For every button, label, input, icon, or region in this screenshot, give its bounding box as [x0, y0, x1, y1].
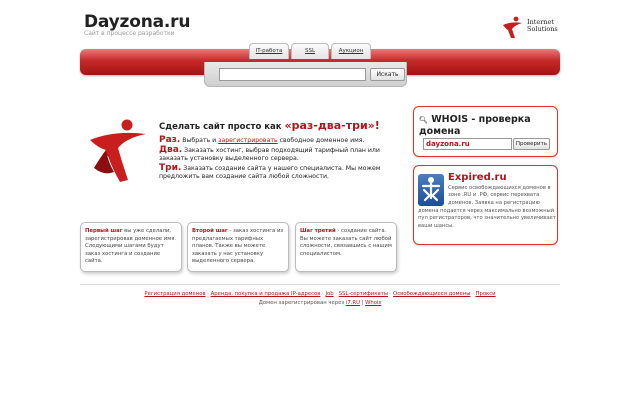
- runner-logo-icon: [500, 16, 526, 40]
- expired-text: Сервис освобождающихся доменов в зоне .RU и .РФ, сервис перехвата доменов. Заявка на регистрацию: [448, 185, 551, 206]
- site-title: Dayzona.ru: [84, 12, 191, 32]
- footer-link-ssl[interactable]: SSL-сертификаты: [338, 291, 388, 297]
- footer-link-expired[interactable]: Освобождающиеся домены: [393, 291, 471, 297]
- footer-link-ip[interactable]: Аренда, покупка и продажа IP-адресов: [210, 291, 321, 297]
- isp-logo-line1: Internet: [527, 18, 554, 26]
- step-card-first: [80, 222, 182, 272]
- step-text: Выбрать и: [180, 137, 219, 144]
- step-number: Два.: [159, 145, 183, 155]
- step-text: свободное доменное имя.: [277, 137, 365, 144]
- footer-link-job[interactable]: Job: [325, 291, 334, 297]
- runner-illustration-icon: [84, 118, 152, 186]
- step-number: Три.: [159, 163, 182, 173]
- card-title: Шаг третий: [300, 228, 336, 234]
- step-number: Раз.: [159, 135, 181, 145]
- isp-logo-text: [527, 19, 558, 33]
- whois-panel: [413, 106, 558, 157]
- footer-note: [80, 300, 560, 306]
- step-text: Заказать хостинг, выбрав подходящий тарифный план или заказать установку выделенного сервера.: [159, 147, 380, 162]
- expired-title[interactable]: Expired.ru: [448, 172, 507, 183]
- expired-logo-icon[interactable]: [418, 174, 444, 206]
- footer-link-domains[interactable]: Регистрация доменов: [144, 291, 206, 297]
- whois-check-button[interactable]: Проверить: [513, 138, 550, 150]
- step-three: [159, 164, 399, 181]
- expired-panel: [413, 165, 558, 245]
- step-card-second: [187, 222, 289, 272]
- whois-title: [419, 114, 555, 137]
- footer-note-text: Домен зарегистрирован через: [258, 300, 346, 306]
- footer-link-proxy[interactable]: Прокси: [475, 291, 496, 297]
- footer-links: Регистрация доменов · Аренда, покупка и продажа IP-адресов · Job · SSL-сертификаты · Освобождающиеся домены · Прокси: [144, 291, 496, 297]
- step-two: [159, 146, 399, 163]
- isp-logo-line2: Solutions: [527, 25, 558, 33]
- footer-note-separator: |: [359, 300, 366, 306]
- tab-auction[interactable]: Аукцион: [331, 43, 371, 59]
- tab-ssl[interactable]: SSL: [291, 43, 329, 59]
- card-text: - заказ хостинга из предлагаемых тарифных планов. Также вы можете заказать у нас установку выделенного сервера.: [192, 228, 284, 265]
- tab-it-work[interactable]: IT-работа: [249, 43, 289, 59]
- whois-title-text: WHOIS - проверка домена: [419, 114, 531, 137]
- expired-text-continued: домена подается через максимально возможный пул регистраторов, что значительно увеличивает ваши шансы.: [418, 208, 556, 229]
- card-title: Первый шаг: [85, 228, 123, 234]
- intro-headline: [159, 119, 380, 132]
- card-text: - создание сайта. Вы можете заказать сайт любой сложности, связавшись с нашим специалистом.: [300, 228, 392, 257]
- step-text: Заказать создание сайта у нашего специалиста. Мы можем предложить вам создание сайта любой сложности.: [159, 165, 381, 180]
- site-subtitle: Сайт в процессе разработки: [84, 30, 175, 37]
- footer-divider: [80, 284, 560, 285]
- headline-emphasis: «раз-два-три»!: [284, 119, 380, 132]
- search-input[interactable]: [219, 68, 366, 81]
- intro-steps: [159, 136, 399, 182]
- headline-prefix: Сделать сайт просто как: [159, 122, 285, 132]
- search-button[interactable]: Искать: [370, 68, 405, 81]
- footer-link-registrar[interactable]: i7.RU: [345, 300, 360, 306]
- card-text: вы уже сделали, зарегистрировав доменное имя. Следующими шагами будут заказ хостинга и создание сайта.: [85, 228, 177, 265]
- card-title: Второй шаг: [192, 228, 228, 234]
- search-icon: 🔍︎: [419, 116, 428, 124]
- isp-logo[interactable]: [500, 16, 560, 38]
- whois-domain-input[interactable]: dayzona.ru: [423, 138, 512, 150]
- step-card-third: [295, 222, 397, 272]
- register-link[interactable]: зарегистрировать: [218, 137, 278, 144]
- step-one: [159, 136, 399, 145]
- footer-link-whois[interactable]: Whois: [365, 300, 382, 306]
